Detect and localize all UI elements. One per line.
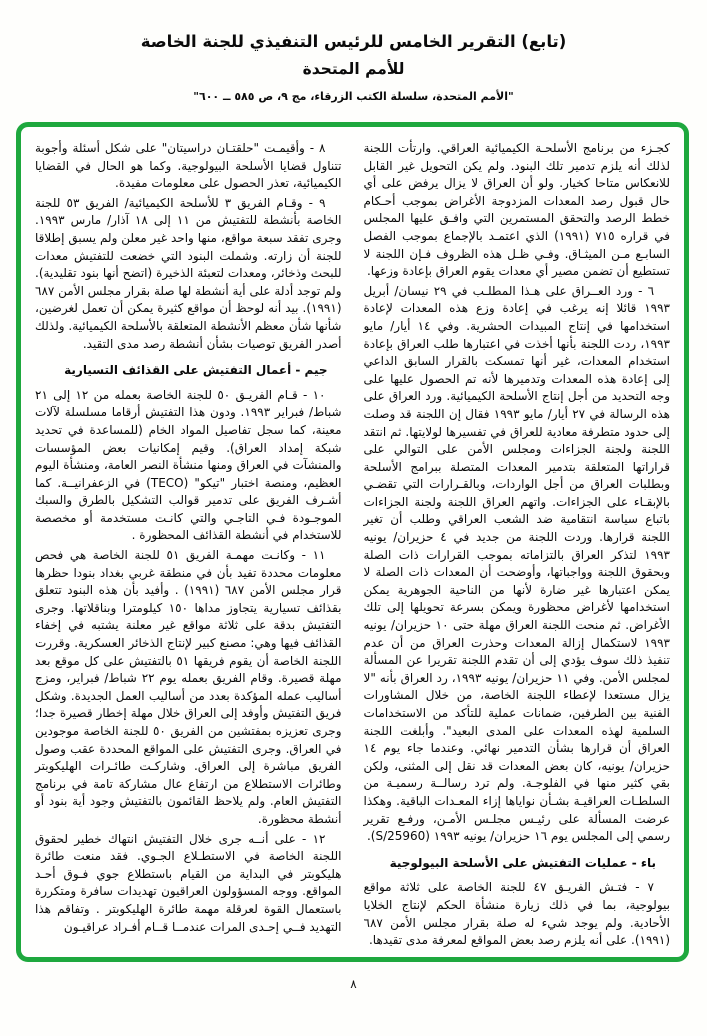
source-citation: "الأمم المتحدة، سلسلة الكتب الزرقاء، مج ٩، ص ٥٨٥ ــ ٦٠٠" (193, 90, 514, 103)
paragraph-11: ١١ - وكانـت مهمـة الفريق ٥١ للجنة الخاصة هي فحص معلومات محددة تفيد بأن في منطقة غربي بغداد بنودا حظرها قرار مجلس الأمن ٦٨٧ (١٩٩١) . وأفيد بأن هذه البنود تتعلق بقذائف تسيارية يتجاوز مداها ١٥٠ كيلومترا وبناقلاتها. وجرى التفتيش بدقة على ثلاثة مواقع غير معلنة يشتبه في إخفاء القذائف فيها وهي: مصنع كبير لإنتاج الذخائر العسكرية. وقررت اللجنة الخاصة أن يقوم فريقها ٥١ بالتفتيش على كل موقع بعد مهلة قصيرة. وقام الفريق بعمله يوم ٢٢ شباط/ فبراير، ومزج أساليب عمله المؤكدة بعدد من أساليب العمل الجديدة. وشكل فريق التفتيش وأوفد إلى العراق خلال مهلة إخطار قصيرة جدا؛ وجرى تعزيزه بمفتشين من الفريق ٥٠ للجنة الخاصة موجودين في العراق. وجرى التفتيش على المواقع المحددة عقب وصول الفريق مباشرة إلى العراق. وشاركـت طائـرات الهليكوبتر وطائرات الاستطلاع من ارتفاع عال مشاركة تامة في برنامج التفتيش العام. ولم يلاحظ القائمون بالتفتيش وجود أية بنود أو أنشطة محظورة. (35, 548, 342, 826)
page-number: ٨ (350, 977, 357, 991)
report-title-line-1: (تابع) التقرير الخامس للرئيس التنفيذي للجنة الخاصة (140, 32, 567, 51)
section-heading-b: باء - عمليات التفتيش على الأسلحة البيولوجية (389, 855, 656, 870)
section-heading-c: جيم - أعمال التفتيش على القذائف التسيارية (64, 363, 328, 378)
paragraph-10: ١٠ - قـام الفريـق ٥٠ للجنة الخاصة بعمله من ١٢ إلى ٢١ شباط/ فبراير ١٩٩٣. ودون هذا التفتيش أرقاما مسلسلة لآلات معينة، كما سجل تفاصيل المواد الخام (للمساعدة في تحديد شبكة إمداد العراق). وقيم إمكانيات بعض المؤسسات والمنشآت في العراق ومنها منشأة النصر العامة، ومنشأة اليوم العظيم، ومنصة اختبار "تيكو" (TECO) في الزعفرانيــة. كما أشـرف الفريق على تدمير قوالب التشكيل بالطرق والسبك الموجـودة فـي التاجـي والتي كانـت مستخدمة أو مخصصة للاستخدام في أنشطة القذائف المحظورة . (35, 387, 342, 543)
paragraph-6: ٦ - ورد العــراق على هـذا المطلـب في ٢٩ نيسان/ أبريل ١٩٩٣ قائلا إنه يرغب في إعادة وزع هذه المعدات لإعادة استخدامها في إنتاج المبيدات الحشرية. وفي ١٤ أيار/ مايو ١٩٩٣، ردت اللجنة بأنها أخذت في اعتبارها طلب العراق بإعادة استخدام المعدات، غير أنها تمسكت بالقرار السابق الداعي إلى إعادة هذه المعدات وتدميرها لأنه تم الحصول عليها على وجه التحديد من أجل إنتاج الأسلحة الكيميائية. ورد العراق على هذه الرسالة في ٢٧ أيار/ مايو ١٩٩٣ فقال إن اللجنة قد وصلت إلى حدود متطرفة معادية للعراق في تفسيرها لولايتها. ثم انتقد اللجنة ولجنة الجزاءات ومجلس الأمن على التوالي على قراراتها المتعلقة بتدمير المعدات المتصلة ببرامج الأسلحة وبطلبات العراق من أجل الواردات، وبالقـرارات التي تقضـي بالإبقـاء على الجزاءات. واتهم العراق اللجنة ولجنة الجزاءات باتباع سياسة انتقامية ضد الشعب العراقي وطلب أن تغير اللجنة قرارها. وردت اللجنة من جديد في ٤ حزيران/ يونيه ١٩٩٣ لتذكر العراق بالتزاماته بموجب القرارات ذات الصلة وبحقوق اللجنة وواجباتها، وأوضحت أن المعدات ذات الصلة لا يمكن اعتبارها غير ضارة لأنها من الناحية الجوهرية يمكن استخدامها لأغراض محظورة ويمكن بسرعة تحويلها إلى تلك الأغراض. ثم منحت اللجنة العراق مهلة حتى ١٠ حزيران/ يونيه ١٩٩٣ لاستكمال إزالة المعدات وحذرت العراق من أن عدم تنفيذ ذلك سوف يؤدي إلى أن تقدم اللجنة تقريرا عن المسألة لمجلس الأمن. وفي ١١ حزيران/ يونيه ١٩٩٣، رد العراق بأنه "لا يزال مستعدا لإعطاء اللجنة الخاصة، من خلال المشاورات الفنية بين الطرفين، ضمانات عملية للتأكد من الاستخدامات السلمية لهذه المعدات على المدى البعيد". وأبلغت اللجنة العراق أن قرارها بشأن التدمير نهائي. وعندما جاء يوم ١٤ حزيران/ يونيه، كان بعض المعدات قد نقل إلى المثنى، ولكن بقي كثير منها في الفلوجـة. ولم ترد رسالــة رسميـة من السلطـات العراقيـة بشـأن نواياها إزاء المعـدات الباقية. وهكذا عرضت المسألة على رئيـس مجلـس الأمـن، ورفـع تقرير رسمي إلى المجلس يوم ١٦ حزيران/ يونيه ١٩٩٣ (S/25960). (363, 283, 671, 844)
column-left (35, 140, 342, 947)
paragraph-7: ٧ - فتـش الفريـق ٤٧ للجنة الخاصة على ثلاثة مواقع بيولوجية، بما في ذلك زيارة منشأة الحكم لإنتاج الخلايا الأحادية. ولم يوجد شيء له صلة بقرار مجلس الأمن ٦٨٧ (١٩٩١). على أنه يلزم رصد بعض المواقع لمعرفة مدى تقيدها. (363, 880, 670, 948)
paragraph-9: ٩ - وقـام الفريق ٣ للأسلحة الكيميائية/ الفريق ٥٣ للجنة الخاصة بأنشطة للتفتيش من ١١ إلى ١٨ آذار/ مارس ١٩٩٣. وجرى تفقد سبعة مواقع، منها واحد غير معلن ولم يسبق إطلاقا للجنة أن زارته. وشملت البنود التي خضعت للتفتيش معدات للبحث وذخائر، ومعدات لتعبئة الذخيرة (اتضح أنها بنود تقليدية). ولم توجد أدلة على أية أنشطة لها صلة بقرار مجلس الأمن ٦٨٧ (١٩٩١). بيد أنه لوحظ أن مواقع كثيرة يمكن أن تعمل لغرضين، شأنها شأن معظم الأنشطة المتعلقة بالأسلحة الكيميائية. ولذلك أصدر الفريق توصيات بشأن أنشطة رصد مدى التقيد. (35, 195, 342, 351)
column-right (364, 140, 671, 947)
content-box (16, 122, 689, 962)
report-title-line-2: للأمم المتحدة (302, 60, 405, 78)
document-header (0, 32, 707, 103)
paragraph-12: ١٢ - على أنــه جرى خلال التفتيش انتهاك خطير لحقوق اللجنة الخاصة في الاستطـلاع الجـوي. فقد منعت طائرة هليكوبتر في البداية من القيام باستطلاع جوي فـوق أحـد المواقع. ووجه المسؤولون العراقيون تهديدات سافرة ومتكررة باستعمال القوة لعرقلة مهمة طائرة الهليكوبتر . وتفاقم هذا التهديد فــي إحـدى المرات عندمــا قــام أفـراد عراقيـون (35, 831, 342, 934)
paragraph-8: ٨ - وأقيمـت "حلقتـان دراسيتان" على شكل أسئلة وأجوبة تتناول قضايا الأسلحة البيولوجية. وكما هو الحال في القضايا الكيميائية، تعذر الحصول على معلومات مفيدة. (35, 141, 342, 191)
paragraph-continuation: كجـزء من برنامج الأسلحـة الكيميائية العراقي. وارتأت اللجنة لذلك أنه يلزم تدمير تلك البنود. ولم يكن التحويل غير القابل للانعكاس متاحا كخيار. ولو أن العراق لا يزال يرفض على أي حال قبول رصد المعدات المزدوجة الأغراض بموجب أحـكام خطط الرصد والتحقق المستمرين التي وافـق عليها المجلس في قراره ٧١٥ (١٩٩١) الذي اعتمـد بالإجماع بموجب الفصل السابـع مـن الميثـاق. وفـي ظـل هذه الظروف فـإن اللجنة لا تستطيع أن تضمن مصير أي معدات يقوم العراق بإعادة وزعها. (363, 141, 671, 279)
two-column-layout (35, 140, 670, 947)
